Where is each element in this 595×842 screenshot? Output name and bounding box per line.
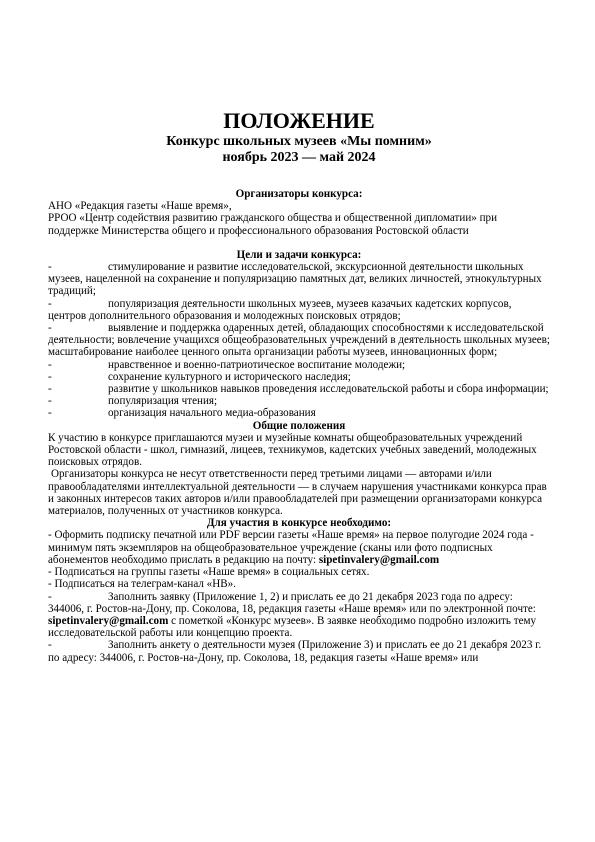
goal-item	[48, 407, 550, 419]
email-link[interactable]: sipetinvalery@gmail.com	[48, 614, 169, 627]
list-dash: -	[48, 383, 52, 396]
organizers-section	[48, 188, 550, 237]
contest-dates: ноябрь 2023 — май 2024	[222, 150, 376, 165]
goal-item	[48, 298, 550, 322]
participation-item-1	[48, 529, 550, 566]
list-dash: -	[48, 358, 52, 371]
list-dash: -	[48, 370, 52, 383]
goal-item	[48, 261, 550, 298]
goal-item	[48, 395, 550, 407]
goal-item	[48, 371, 550, 383]
goal-item	[48, 359, 550, 371]
goal-text: популяризация деятельности школьных музеев, музеев казачьих кадетских корпусов, центров дополнительного образования и молодежных поисковых отрядов;	[48, 297, 512, 322]
goal-text: стимулирование и развитие исследовательской, экскурсионной деятельности школьных музеев, нацеленной на сохранение и популяризацию памятных дат, великих личностей, этнокультурных традиций;	[48, 261, 542, 298]
goals-heading: Цели и задачи конкурса:	[236, 248, 362, 261]
participation-text: с пометкой «Конкурс музеев». В заявке необходимо подробно изложить тему исследовательской работы или концепцию проекта.	[48, 614, 537, 640]
participation-text: - Оформить подписку печатной или PDF версии газеты «Наше время» на первое полугодие 2024 года - минимум пять экземпляров на общеобразовательное учреждение (сканы или фото подписных абонементов необходимо прислать в редакцию на почту:	[48, 529, 534, 566]
organizer-line-1: АНО «Редакция газеты «Наше время»,	[48, 200, 232, 213]
list-dash: -	[48, 639, 52, 652]
list-dash: -	[48, 322, 52, 335]
participation-text: Заполнить заявку (Приложение 1, 2) и прислать ее до 21 декабря 2023 года по адресу: 344006, г. Ростов-на-Дону, пр. Соколова, 18, редакция газеты «Наше время» или по электронной почте:	[48, 590, 536, 615]
list-dash: -	[48, 297, 52, 310]
goal-text: популяризация чтения;	[108, 395, 218, 408]
document-body	[48, 108, 550, 664]
participation-item-5	[48, 639, 550, 663]
email-link[interactable]: sipetinvalery@gmail.com	[318, 553, 440, 566]
general-section	[48, 420, 550, 518]
participation-text: Заполнить анкету о деятельности музея (Приложение 3) и прислать ее до 21 декабря 2023 г. по адресу: 344006, г. Ростов-на-Дону, пр. Соколова, 18, редакция газеты «Наше время» или	[48, 639, 542, 664]
organizers-heading: Организаторы конкурса:	[235, 188, 363, 200]
participation-heading: Для участия в конкурсе необходимо:	[206, 517, 392, 530]
document-title: ПОЛОЖЕНИЕ	[223, 108, 375, 133]
contest-name: Конкурс школьных музеев «Мы помним»	[166, 134, 432, 149]
general-paragraph-2: Организаторы конкурса не несут ответственности перед третьими лицами — авторами и/или правообладателями интеллектуальной деятельности — в случаем нарушения участниками конкурса прав и законных интересов таких авторов и/или правообладателей при размещении организаторами конкурса материалов, полученных от участников конкурса.	[48, 468, 547, 518]
goal-text: сохранение культурного и исторического наследия;	[108, 370, 351, 383]
participation-item-2: - Подписаться на группы газеты «Наше время» в социальных сетях.	[48, 566, 370, 579]
list-dash: -	[48, 407, 52, 420]
general-paragraph-1: К участию в конкурсе приглашаются музеи и музейные комнаты общеобразовательных учреждений Ростовской области - школ, гимназий, лицеев, техникумов, кадетских учебных заведений, молодежных поисковых отрядов.	[48, 431, 537, 469]
goal-text: выявление и поддержка одаренных детей, обладающих способностями к исследовательской деятельности; вовлечение учащихся общеобразовательных учреждений в деятельность школьных музеев; масштабирование наиболее ценного опыта организации работы музеев, инновационных форм;	[48, 322, 550, 359]
participation-item-4	[48, 591, 550, 640]
list-dash: -	[48, 261, 52, 274]
goal-text: развитие у школьников навыков проведения исследовательской работы и сбора информации;	[108, 383, 549, 396]
goal-item	[48, 322, 550, 359]
goal-text: организация начального медиа-образования	[108, 407, 316, 420]
participation-item-3: - Подписаться на телеграм-канал «НВ».	[48, 578, 236, 591]
list-dash: -	[48, 395, 52, 408]
goals-section	[48, 249, 550, 420]
general-heading: Общие положения	[252, 419, 346, 432]
list-dash: -	[48, 590, 52, 603]
organizer-line-2: РРОО «Центр содействия развитию гражданского общества и общественной дипломатии» при поддержке Министерства общего и профессионального образования Ростовской области	[48, 212, 498, 237]
goal-text: нравственное и военно-патриотическое воспитание молодежи;	[108, 358, 406, 371]
participation-section	[48, 517, 550, 663]
goal-item	[48, 383, 550, 395]
